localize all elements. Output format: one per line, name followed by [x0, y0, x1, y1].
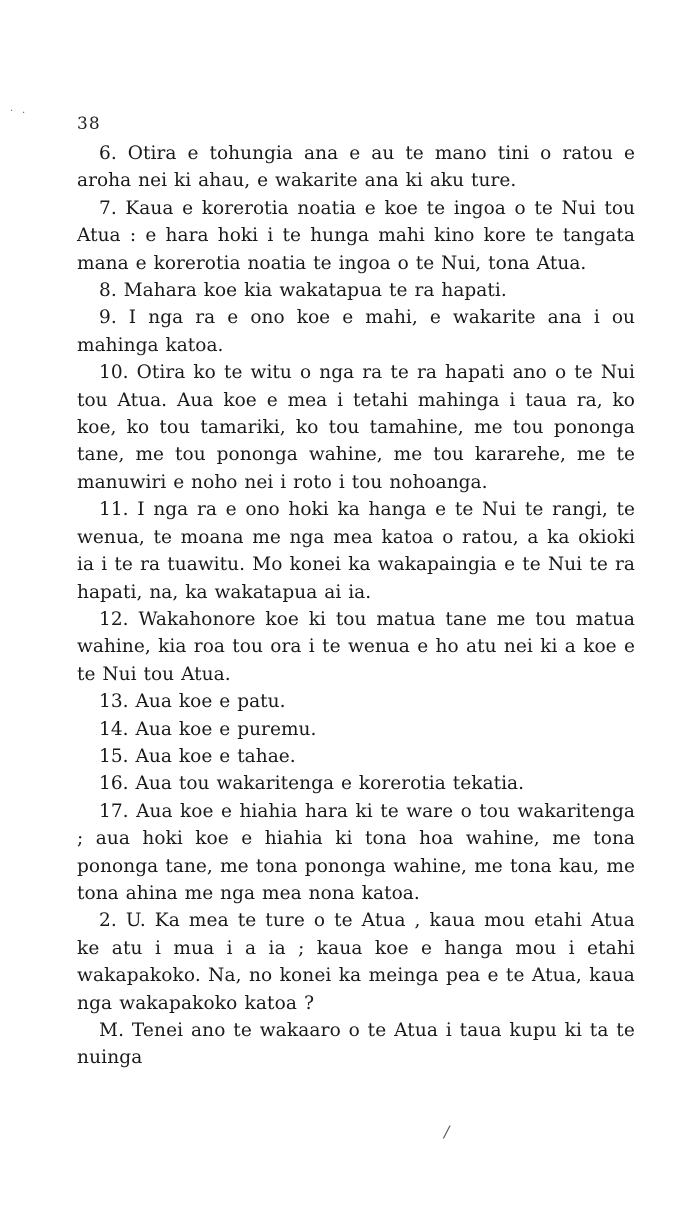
page-number: 38 — [77, 114, 101, 134]
commandment-17: 17. Aua koe e hiahia hara ki te ware o tou wakaritenga ; aua hoki koe e hiahia ki tona hoa wahine, me tona pononga tane, me tona pononga wahine, me tona kau, me tona ahina me nga mea nona katoa. — [77, 800, 635, 904]
ink-mark: / — [444, 1122, 450, 1141]
answer-paragraph: M. Tenei ano te wakaaro o te Atua i taua kupu ki ta te nuinga — [77, 1020, 635, 1069]
commandment-7: 7. Kaua e korerotia noatia e koe te ingoa o te Nui tou Atua : e hara hoki i te hunga mahi kino kore te tangata mana e korerotia noatia te ingoa o te Nui, tona Atua. — [77, 197, 635, 274]
commandment-11: 11. I nga ra e ono hoki ka hanga e te Nui te rangi, te wenua, te moana me nga mea katoa o ratou, a ka okioki ia i te ra tuawitu. Mo konei ka wakapaingia e te Nui te ra hapati, na, ka wakatapua ai ia. — [77, 499, 635, 603]
question-paragraph: 2. U. Ka mea te ture o te Atua , kaua mou etahi Atua ke atu i mua i a ia ; kaua koe e hanga mou i etahi wakapakoko. Na, no konei ka meinga pea e te Atua, kaua nga wakapakoko katoa ? — [77, 910, 635, 1014]
print-speck: · — [10, 106, 14, 117]
commandment-9: 9. I nga ra e ono koe e mahi, e wakarite ana i ou mahinga katoa. — [77, 307, 635, 356]
commandment-6: 6. Otira e tohungia ana e au te mano tini o ratou e aroha nei ki ahau, e wakarite ana ki aku ture. — [77, 143, 635, 192]
commandment-16: 16. Aua tou wakaritenga e korerotia tekatia. — [99, 773, 525, 795]
commandment-14: 14. Aua koe e puremu. — [99, 718, 317, 740]
commandment-8: 8. Mahara koe kia wakatapua te ra hapati. — [99, 280, 507, 302]
page-text — [77, 140, 635, 1072]
commandment-15: 15. Aua koe e tahae. — [99, 745, 296, 767]
commandment-10: 10. Otira ko te witu o nga ra te ra hapati ano o te Nui tou Atua. Aua koe e mea i tetahi mahinga i taua ra, ko koe, ko tou tamariki, ko tou tamahine, me tou pononga tane, me tou pononga wahine, me tou kararehe, me te manuwiri e noho nei i roto i tou nohoanga. — [77, 362, 635, 493]
commandment-13: 13. Aua koe e patu. — [99, 691, 286, 713]
commandment-12: 12. Wakahonore koe ki tou matua tane me tou matua wahine, kia roa tou ora i te wenua e ho atu nei ki a koe e te Nui tou Atua. — [77, 608, 635, 685]
print-speck: · — [22, 108, 26, 119]
